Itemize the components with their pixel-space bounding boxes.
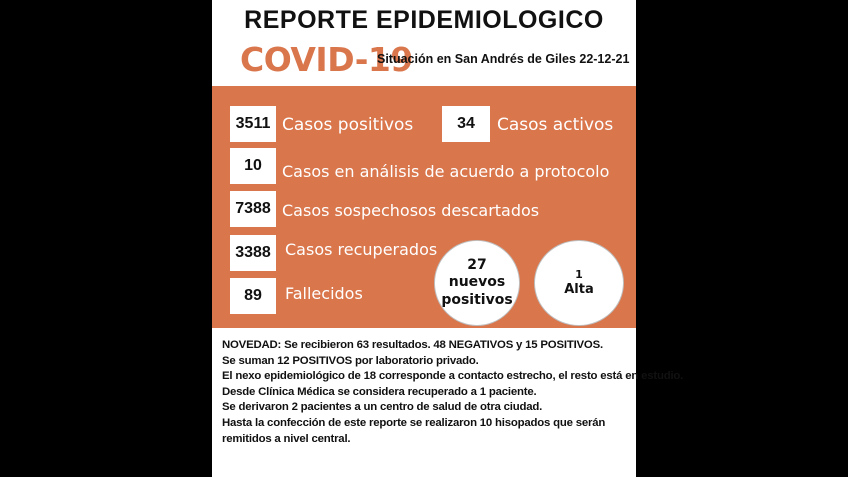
- descartados-label: Casos sospechosos descartados: [282, 201, 540, 220]
- analisis-count: 10: [230, 148, 276, 184]
- note-line: NOVEDAD: Se recibieron 63 resultados. 48 NEGATIVOS y 15 POSITIVOS.: [222, 339, 603, 351]
- note-line: Se derivaron 2 pacientes a un centro de salud de otra ciudad.: [222, 401, 543, 414]
- descartados-count: 7388: [230, 191, 276, 227]
- nuevos-line2: positivos: [441, 291, 513, 308]
- nuevos-line1: nuevos: [448, 274, 506, 291]
- covid-logo-text: COVID-19: [240, 40, 413, 79]
- nuevos-positivos-circle: [434, 240, 520, 326]
- note-line: Se suman 12 POSITIVOS por laboratorio privado.: [222, 354, 479, 367]
- situation-subtitle: Situación en San Andrés de Giles 22-12-21: [377, 52, 630, 66]
- alta-label: Alta: [564, 281, 594, 297]
- activos-count: 34: [442, 106, 490, 142]
- positivos-label: Casos positivos: [282, 115, 414, 135]
- fallecidos-count: 89: [230, 278, 276, 314]
- alta-value: 1: [575, 268, 583, 281]
- note-line: Desde Clínica Médica se considera recuperado a 1 paciente.: [222, 385, 537, 398]
- nuevos-value: 27: [467, 256, 487, 273]
- recuperados-count: 3388: [230, 235, 276, 271]
- note-line: El nexo epidemiológico de 18 corresponde a contacto estrecho, el resto está en estudio.: [222, 370, 684, 383]
- alta-circle: [534, 240, 624, 326]
- analisis-label: Casos en análisis de acuerdo a protocolo: [282, 162, 610, 181]
- stats-panel: [212, 86, 636, 328]
- report-card: [212, 0, 684, 477]
- activos-label: Casos activos: [497, 115, 614, 135]
- fallecidos-label: Fallecidos: [285, 284, 363, 303]
- recuperados-label: Casos recuperados: [285, 240, 438, 259]
- novedades-notes: [222, 338, 684, 447]
- note-line: Hasta la confección de este reporte se realizaron 10 hisopados que serán remitidos a nivel central.: [222, 416, 606, 445]
- report-title: REPORTE EPIDEMIOLOGICO: [244, 6, 604, 34]
- positivos-count: 3511: [230, 106, 276, 142]
